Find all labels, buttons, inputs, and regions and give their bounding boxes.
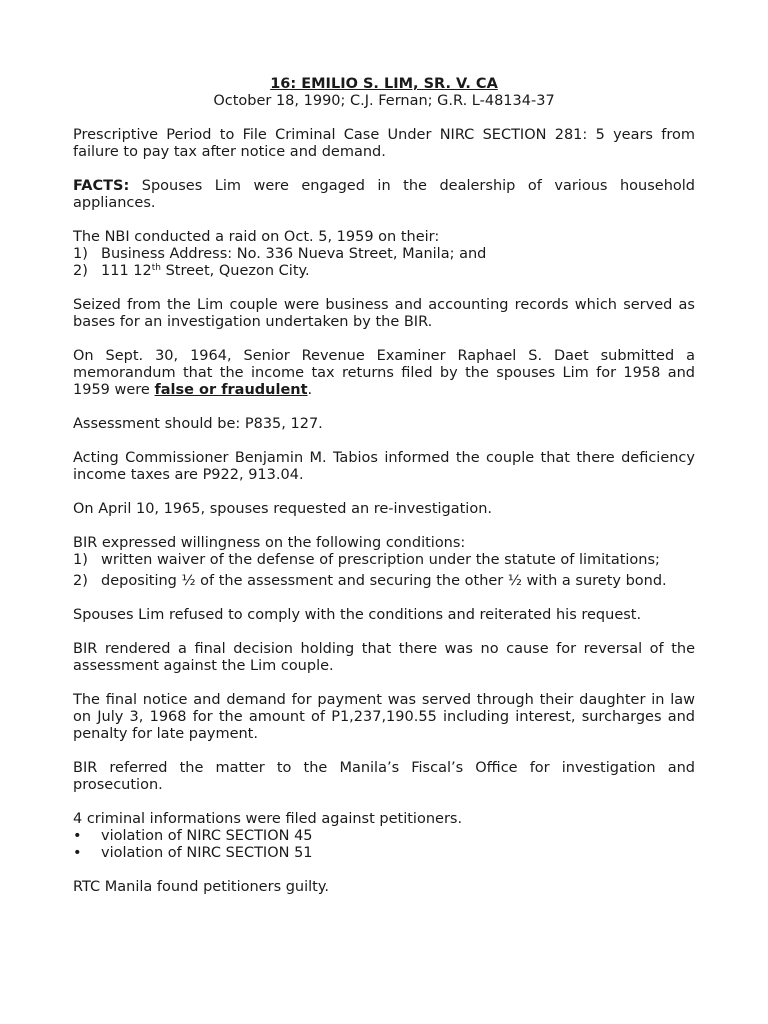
list-item [73, 246, 695, 263]
list-item [73, 552, 695, 569]
memo-emphasis: false or fraudulent [154, 382, 308, 398]
seized-paragraph: Seized from the Lim couple were business and accounting records which served as bases for an investigation undertaken by the BIR. [73, 297, 695, 330]
facts-label: FACTS: [73, 178, 130, 194]
facts-paragraph [73, 178, 695, 212]
list-item-text: Business Address: No. 336 Nueva Street, Manila; and [101, 246, 487, 262]
rtc-paragraph: RTC Manila found petitioners guilty. [73, 879, 329, 895]
list-number: 2) [73, 573, 88, 589]
final-decision-paragraph: BIR rendered a final decision holding that there was no cause for reversal of the assessment against the Lim couple. [73, 641, 695, 674]
memo-text-end: . [307, 382, 313, 398]
list-item-text: written waiver of the defense of prescription under the statute of limitations; [101, 552, 660, 568]
list-item-text: violation of NIRC SECTION 51 [101, 845, 313, 861]
refused-paragraph: Spouses Lim refused to comply with the conditions and reiterated his request. [73, 607, 642, 623]
list-item-text [101, 263, 310, 279]
referred-paragraph: BIR referred the matter to the Manila’s Fiscal’s Office for investigation and prosecution. [73, 760, 695, 793]
assessment-paragraph: Assessment should be: P835, 127. [73, 416, 323, 432]
conditions-list [73, 552, 695, 590]
raid-list [73, 246, 695, 280]
list-number: 2) [73, 263, 88, 279]
address-part: 111 12 [101, 263, 152, 279]
intro-paragraph: Prescriptive Period to File Criminal Case Under NIRC SECTION 281: 5 years from failure to pay tax after notice and demand. [73, 127, 695, 160]
informations-paragraph: 4 criminal informations were filed against petitioners. [73, 811, 463, 827]
bullet-icon: • [73, 828, 82, 844]
facts-text: Spouses Lim were engaged in the dealership of various household appliances. [73, 178, 695, 211]
case-subtitle: October 18, 1990; C.J. Fernan; G.R. L-48134-37 [213, 93, 555, 109]
list-item [73, 828, 695, 845]
final-notice-paragraph: The final notice and demand for payment was served through their daughter in law on July 3, 1968 for the amount of P1,237,190.55 including interest, surcharges and penalty for late payment. [73, 692, 695, 742]
acting-paragraph: Acting Commissioner Benjamin M. Tabios informed the couple that there deficiency income taxes are P922, 913.04. [73, 450, 695, 483]
bullet-icon: • [73, 845, 82, 861]
address-part: Street, Quezon City. [160, 263, 310, 279]
list-item [73, 263, 695, 280]
raid-paragraph: The NBI conducted a raid on Oct. 5, 1959 on their: [73, 229, 440, 245]
list-item-text: depositing ½ of the assessment and securing the other ½ with a surety bond. [101, 573, 667, 589]
list-number: 1) [73, 552, 88, 568]
ordinal-suffix: th [151, 263, 161, 273]
list-item [73, 573, 695, 590]
list-item [73, 845, 695, 862]
list-number: 1) [73, 246, 88, 262]
list-item-text: violation of NIRC SECTION 45 [101, 828, 313, 844]
informations-list [73, 828, 695, 862]
conditions-paragraph: BIR expressed willingness on the following conditions: [73, 535, 466, 551]
document-page [73, 76, 695, 896]
case-title: 16: EMILIO S. LIM, SR. V. CA [270, 76, 498, 92]
memo-text: On Sept. 30, 1964, Senior Revenue Examiner Raphael S. Daet submitted a memorandum that the income tax returns filed by the spouses Lim for 1958 and 1959 were [73, 348, 695, 398]
memo-paragraph [73, 348, 695, 399]
april-paragraph: On April 10, 1965, spouses requested an re-investigation. [73, 501, 493, 517]
